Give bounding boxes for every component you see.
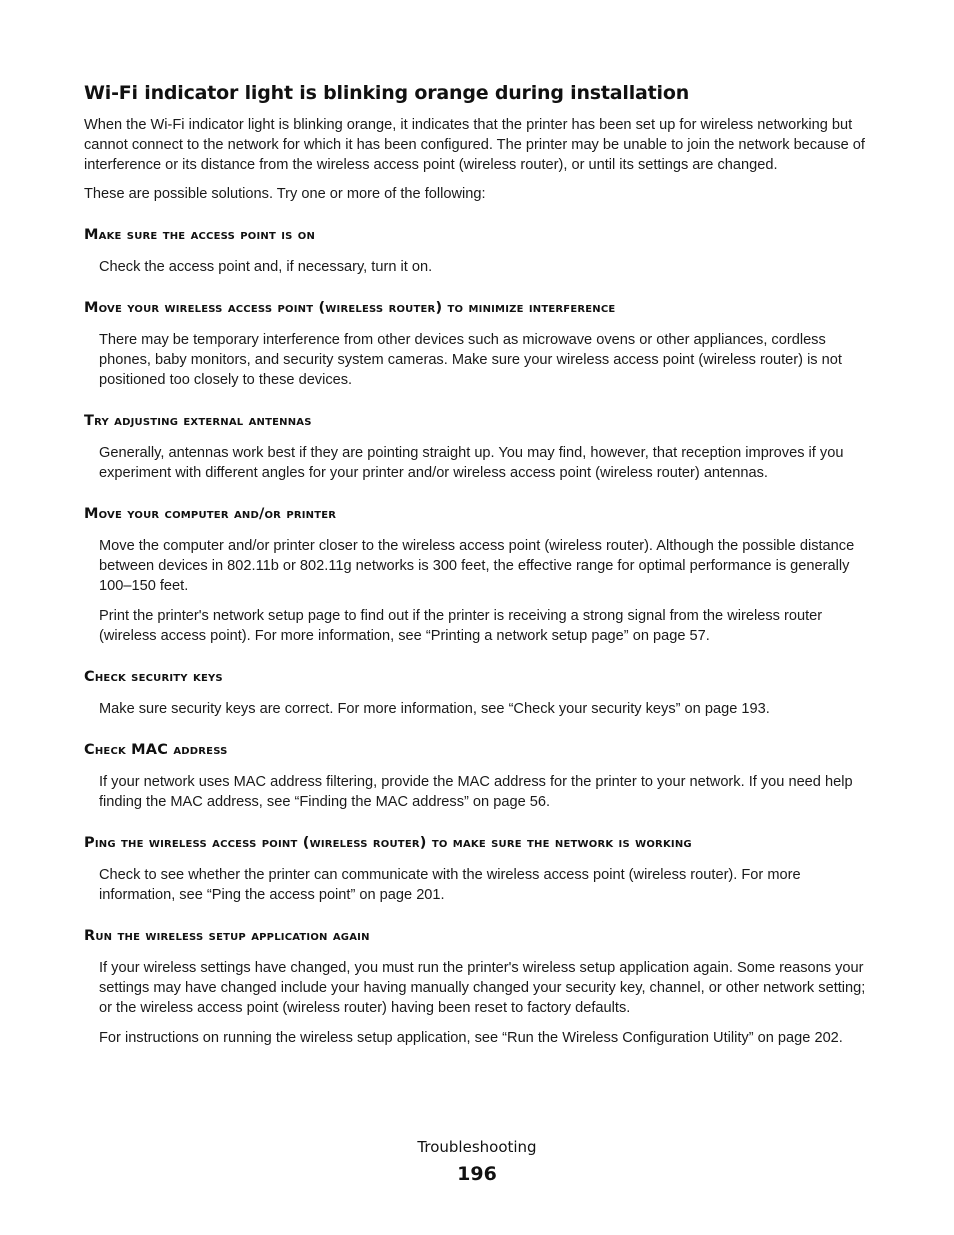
section-title: Check MAC address [84,742,228,758]
section-title: Try adjusting external antennas [84,413,312,429]
intro [84,115,874,204]
section-paragraph: Move the computer and/or printer closer to the wireless access point (wireless router). Although the possible distance between devices in 802.11b or 802.11g networks is 300 feet, the effective range for optimal performance is generally 100–150 feet. [99,538,855,594]
section-title: Run the wireless setup application again [84,928,370,944]
solution-section [84,927,874,1048]
intro-paragraph: When the Wi-Fi indicator light is blinking orange, it indicates that the printer has been set up for wireless networking but cannot connect to the network for which it has been configured. The printer may be unable to join the network because of interference or its distance from the wireless access point (wireless router), or until its settings are changed. [84,117,865,173]
section-paragraph: Generally, antennas work best if they are pointing straight up. You may find, however, that reception improves if you experiment with different angles for your printer and/or wireless access point (wireless router) antennas. [99,445,844,481]
section-title: Move your computer and/or printer [84,506,337,522]
section-paragraph: Check the access point and, if necessary, turn it on. [99,259,433,275]
section-paragraph: There may be temporary interference from other devices such as microwave ovens or other appliances, cordless phones, baby monitors, and security system cameras. Make sure your wireless access point (wireless router) is not positioned too closely to these devices. [99,332,842,388]
section-title: Ping the wireless access point (wireless router) to make sure the network is working [84,835,692,851]
section-paragraph: If your network uses MAC address filtering, provide the MAC address for the printer to your network. If you need help finding the MAC address, see “Finding the MAC address” on page 56. [99,774,853,810]
section-title: Check security keys [84,669,223,685]
solution-section [84,412,874,483]
solution-section [84,834,874,905]
solution-section [84,668,874,719]
page-heading: Wi-Fi indicator light is blinking orange during installation [84,82,690,104]
section-paragraph: Print the printer's network setup page to find out if the printer is receiving a strong signal from the wireless router (wireless access point). For more information, see “Printing a network setup page” on page 57. [99,608,823,644]
section-paragraph: Make sure security keys are correct. For more information, see “Check your security keys” on page 193. [99,701,770,717]
solution-section [84,741,874,812]
section-title: Move your wireless access point (wireless router) to minimize interference [84,300,616,316]
solution-section [84,299,874,390]
page-number: 196 [457,1163,497,1185]
page-footer [0,1138,954,1185]
intro-paragraph: These are possible solutions. Try one or more of the following: [84,186,486,202]
solution-section [84,505,874,646]
page-content [84,82,874,1048]
section-paragraph: Check to see whether the printer can communicate with the wireless access point (wireless router). For more information, see “Ping the access point” on page 201. [99,867,801,903]
solution-section [84,226,874,277]
section-paragraph: If your wireless settings have changed, you must run the printer's wireless setup application again. Some reasons your settings may have changed include your having manually changed your security key, channel, or other network setting; or the wireless access point (wireless router) having been reset to factory defaults. [99,960,866,1016]
section-paragraph: For instructions on running the wireless setup application, see “Run the Wireless Configuration Utility” on page 202. [99,1030,843,1046]
section-title: Make sure the access point is on [84,227,316,243]
chapter-name: Troubleshooting [417,1138,537,1156]
